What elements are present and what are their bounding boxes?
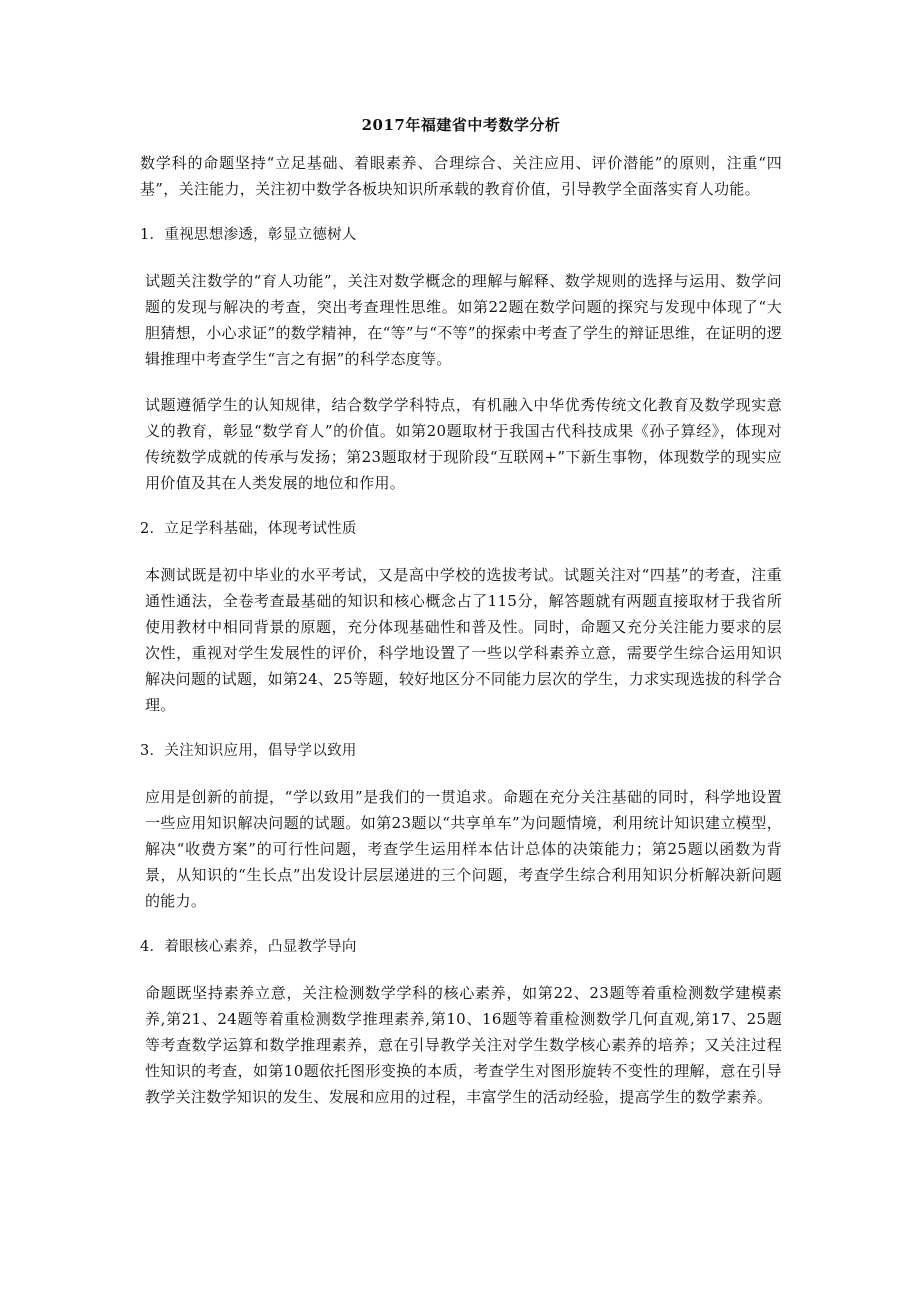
section-heading: 1．重视思想渗透，彰显立德树人: [140, 227, 357, 243]
section-heading: 2．立足学科基础，体现考试性质: [140, 521, 357, 537]
intro-paragraph: 数学科的命题坚持“立足基础、着眼素养、合理综合、关注应用、评价潜能”的原则，注重“四基”，关注能力，关注初中数学各板块知识所承载的教育价值，引导教学全面落实育人功能。: [140, 154, 782, 198]
body-paragraph: 命题既坚持素养立意，关注检测数学学科的核心素养，如第22、23题等着重检测数学建模素养,第21、24题等着重检测数学推理素养,第10、16题等着重检测数学几何直观,第17、25题等考查数学运算和数学推理素养，意在引导教学关注对学生数学核心素养的培养；又关注过程性知识的考查，如第10题依托图形变换的本质，考查学生对图形旋转不变性的理解，意在引导教学关注数学知识的发生、发展和应用的过程，丰富学生的活动经验，提高学生的数学素养。: [145, 984, 782, 1106]
body-paragraph: 本测试既是初中毕业的水平考试，又是高中学校的选拔考试。试题关注对“四基”的考查，注重通性通法，全卷考查最基础的知识和核心概念占了115分，解答题就有两题直接取材于我省所使用教材中相同背景的原题，充分体现基础性和普及性。同时，命题又充分关注能力要求的层次性，重视对学生发展性的评价，科学地设置了一些以学科素养立意，需要学生综合运用知识解决问题的试题，如第24、25等题，较好地区分不同能力层次的学生，力求实现选拔的科学合理。: [145, 566, 782, 714]
body-paragraph: 试题遵循学生的认知规律，结合数学学科特点，有机融入中华优秀传统文化教育及数学现实意义的教育，彰显“数学育人”的价值。如第20题取材于我国古代科技成果《孙子算经》，体现对传统数学成就的传承与发扬；第23题取材于现阶段“互联网+”下新生事物，体现数学的现实应用价值及其在人类发展的地位和作用。: [145, 396, 782, 492]
section-2: [140, 516, 782, 718]
document-title: 2017年福建省中考数学分析: [361, 116, 561, 134]
section-body: [140, 268, 782, 496]
section-body: [140, 562, 782, 718]
section-body: [140, 980, 782, 1110]
section-heading: 3．关注知识应用，倡导学以致用: [140, 743, 357, 759]
section-1: [140, 222, 782, 496]
body-paragraph: 试题关注数学的“育人功能”，关注对数学概念的理解与解释、数学规则的选择与运用、数学问题的发现与解决的考查，突出考查理性思维。如第22题在数学问题的探究与发现中体现了“大胆猜想，小心求证”的数学精神，在“等”与“不等”的探索中考查了学生的辩证思维，在证明的逻辑推理中考查学生“言之有据”的科学态度等。: [145, 272, 782, 368]
body-paragraph: 应用是创新的前提，“学以致用”是我们的一贯追求。命题在充分关注基础的同时，科学地设置一些应用知识解决问题的试题。如第23题以“共享单车”为问题情境，利用统计知识建立模型，解决“收费方案”的可行性问题，考查学生运用样本估计总体的决策能力；第25题以函数为背景，从知识的“生长点”出发设计层层递进的三个问题，考查学生综合利用知识分析解决新问题的能力。: [145, 788, 782, 910]
section-4: [140, 934, 782, 1110]
section-3: [140, 738, 782, 914]
section-heading: 4．着眼核心素养，凸显教学导向: [140, 939, 357, 955]
document-content: [140, 112, 782, 1130]
section-body: [140, 784, 782, 914]
